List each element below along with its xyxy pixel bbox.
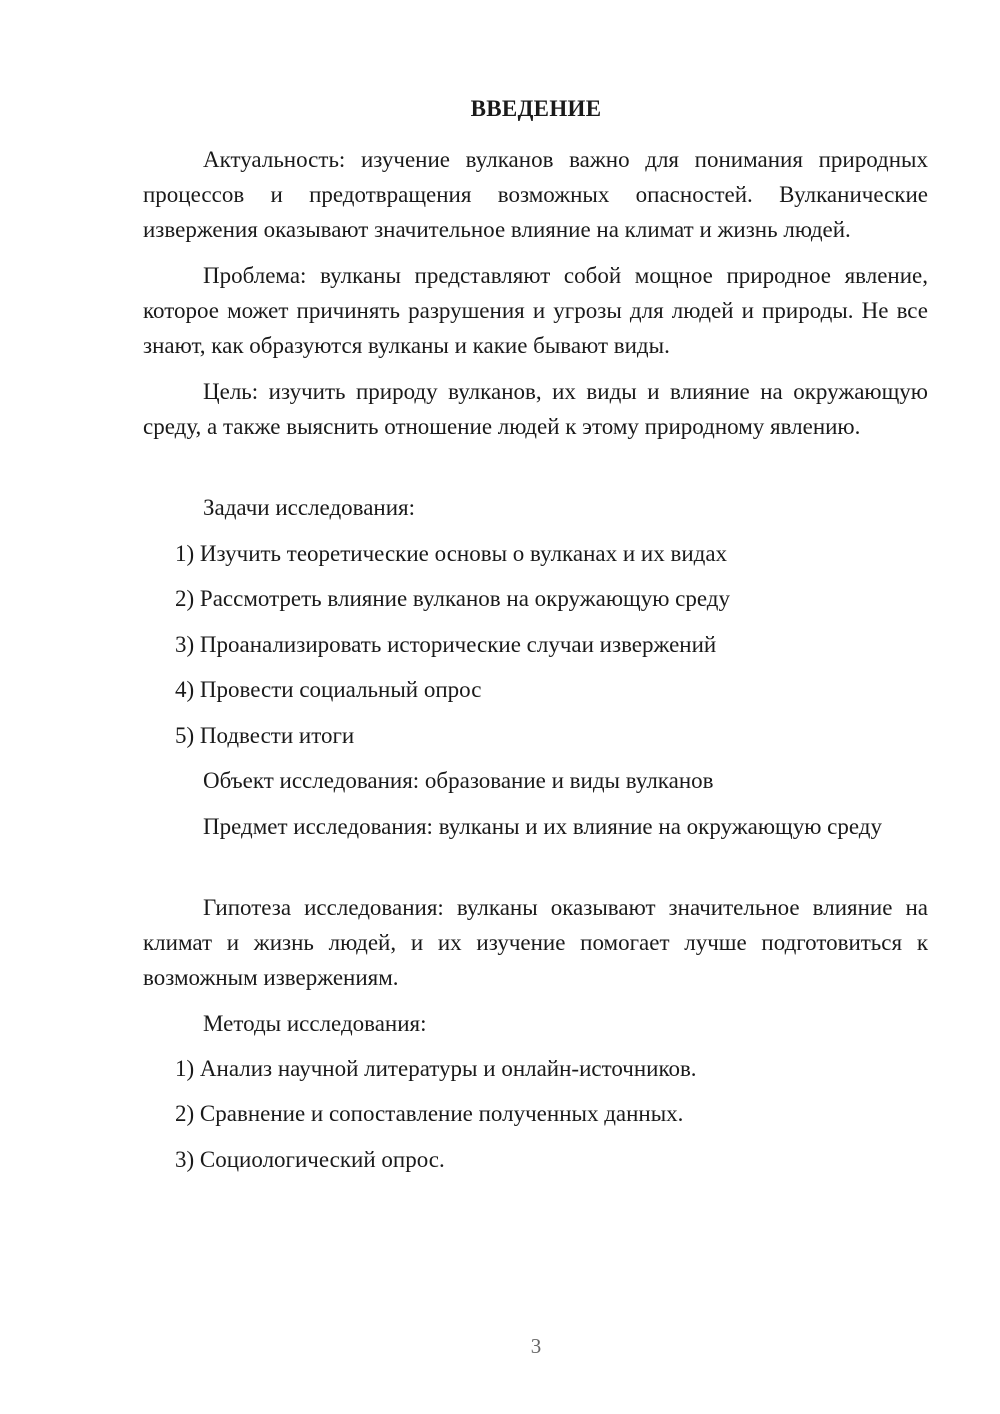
hypothesis-paragraph: Гипотеза исследования: вулканы оказывают значительное влияние на климат и жизнь людей, и их изучение помогает лучше подготовиться к возможным извержениям. bbox=[143, 895, 928, 990]
list-item: 2) Рассмотреть влияние вулканов на окружающую среду bbox=[175, 586, 730, 611]
subject-paragraph: Предмет исследования: вулканы и их влияние на окружающую среду bbox=[203, 814, 882, 839]
problem-paragraph: Проблема: вулканы представляют собой мощное природное явление, которое может причинять разрушения и угрозы для людей и природы. Не все знают, как образуются вулканы и какие бывают виды. bbox=[143, 263, 928, 358]
list-item: 2) Сравнение и сопоставление полученных данных. bbox=[175, 1101, 684, 1126]
methods-heading: Методы исследования: bbox=[203, 1011, 427, 1036]
list-item: 5) Подвести итоги bbox=[175, 723, 355, 748]
page-number: 3 bbox=[530, 1334, 542, 1358]
list-item: 1) Изучить теоретические основы о вулканах и их видах bbox=[175, 541, 728, 566]
list-item: 4) Провести социальный опрос bbox=[175, 677, 482, 702]
section-title: ВВЕДЕНИЕ bbox=[470, 96, 602, 121]
goal-paragraph: Цель: изучить природу вулканов, их виды и влияние на окружающую среду, а также выяснить отношение людей к этому природному явлению. bbox=[143, 379, 928, 439]
list-item: 3) Проанализировать исторические случаи извержений bbox=[175, 632, 717, 657]
object-paragraph: Объект исследования: образование и виды вулканов bbox=[203, 768, 714, 793]
list-item: 3) Социологический опрос. bbox=[175, 1147, 445, 1172]
list-item: 1) Анализ научной литературы и онлайн-источников. bbox=[175, 1056, 697, 1081]
relevance-paragraph: Актуальность: изучение вулканов важно для понимания природных процессов и предотвращения возможных опасностей. Вулканические извержения оказывают значительное влияние на климат и жизнь людей. bbox=[143, 147, 928, 242]
tasks-heading: Задачи исследования: bbox=[203, 495, 416, 520]
